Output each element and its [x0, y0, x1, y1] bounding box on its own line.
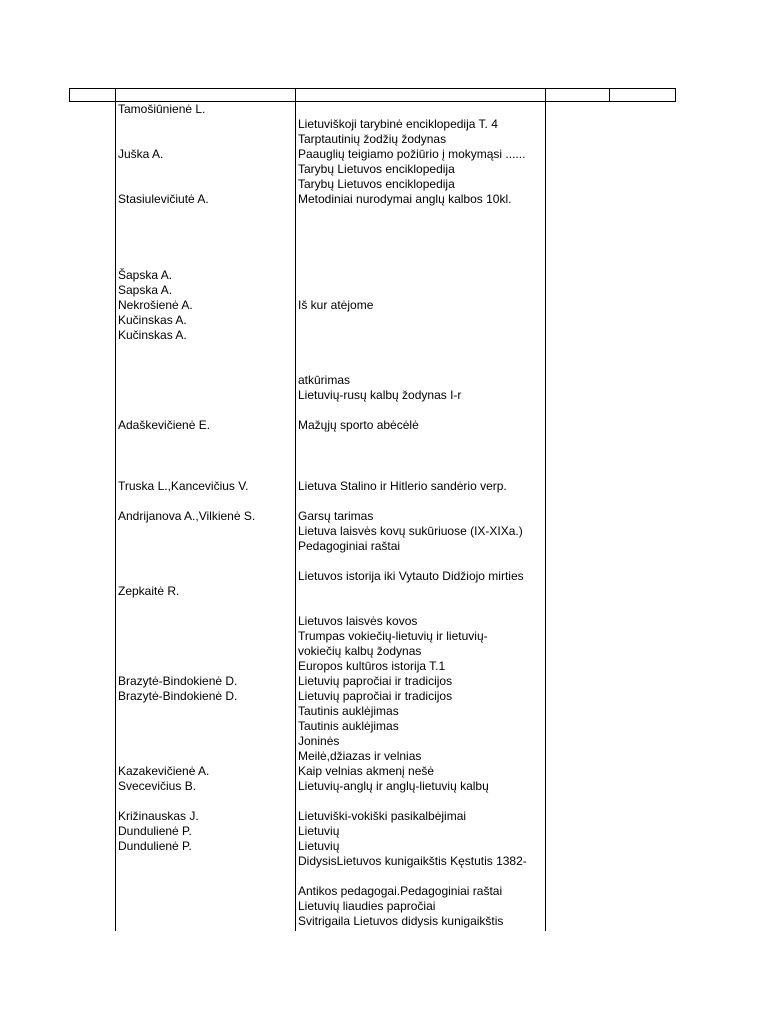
- author-cell: Sapska A.: [118, 283, 173, 297]
- title-cell: Lietuviški-vokiški pasikalbėjimai: [298, 809, 467, 823]
- title-cell: Europos kultūros istorija T.1: [298, 659, 446, 673]
- title-cell: Tautinis auklėjimas: [298, 719, 399, 733]
- author-cell: Kučinskas A.: [118, 313, 187, 327]
- column-border-4: [545, 88, 546, 931]
- title-cell: Tarptautinių žodžių žodynas: [298, 132, 447, 146]
- title-cell: Lietuviškoji tarybinė enciklopedija T. 4: [298, 117, 498, 131]
- title-cell: Lietuva laisvės kovų sukūriuose (IX-XIXa.): [298, 524, 523, 538]
- title-cell: Lietuvos istorija iki Vytauto Didžiojo mirties: [298, 569, 524, 583]
- title-cell: Tautinis auklėjimas: [298, 704, 399, 718]
- title-cell: Mažųjų sporto abėcėlė: [298, 418, 419, 432]
- author-cell: Nekrošienė A.: [118, 298, 193, 312]
- title-cell: Tarybų Lietuvos enciklopedija: [298, 177, 455, 191]
- title-cell: Lietuvių liaudies papročiai: [298, 899, 436, 913]
- title-cell: vokiečių kalbų žodynas: [298, 644, 422, 658]
- title-cell: Kaip velnias akmenį nešė: [298, 764, 435, 778]
- title-cell: Svitrigaila Lietuvos didysis kunigaikštis: [298, 914, 504, 928]
- author-cell: Križinauskas J.: [118, 809, 199, 823]
- author-cell: Dundulienė P.: [118, 839, 192, 853]
- author-cell: Svecevičius B.: [118, 779, 197, 793]
- column-border-3: [295, 88, 296, 931]
- author-cell: Brazytė-Bindokienė D.: [118, 689, 238, 703]
- author-cell: Tamošiūnienė L.: [118, 102, 206, 116]
- author-cell: Kučinskas A.: [118, 328, 187, 342]
- title-cell: Iš kur atėjome: [298, 298, 374, 312]
- title-cell: Pedagoginiai raštai: [298, 539, 401, 553]
- author-cell: Adaškevičienė E.: [118, 418, 211, 432]
- author-cell: Stasiulevičiutė A.: [118, 192, 209, 206]
- title-cell: atkūrimas: [298, 373, 351, 387]
- author-cell: Andrijanova A.,Vilkienė S.: [118, 509, 256, 523]
- author-cell: Kazakevičienė A.: [118, 764, 210, 778]
- title-cell: Lietuvių-rusų kalbų žodynas I-r: [298, 388, 462, 402]
- title-cell: Garsų tarimas: [298, 509, 374, 523]
- title-cell: Lietuvių-anglų ir anglų-lietuvių kalbų: [298, 779, 489, 793]
- author-cell: Šapska A.: [118, 268, 173, 282]
- title-cell: Paauglių teigiamo požiūrio į mokymąsi ......: [298, 147, 526, 161]
- title-cell: Lietuvių: [298, 839, 340, 853]
- title-cell: DidysisLietuvos kunigaikštis Kęstutis 1382-: [298, 854, 527, 868]
- author-cell: Zepkaitė R.: [118, 584, 180, 598]
- title-cell: Lietuva Stalino ir Hitlerio sandėrio verp.: [298, 479, 507, 493]
- title-cell: Lietuvių: [298, 824, 340, 838]
- column-border-2: [115, 88, 116, 931]
- title-cell: Lietuvių papročiai ir tradicijos: [298, 674, 453, 688]
- author-cell: Juška A.: [118, 147, 164, 161]
- title-cell: Lietuvos laisvės kovos: [298, 614, 418, 628]
- title-cell: Lietuvių papročiai ir tradicijos: [298, 689, 453, 703]
- title-cell: Tarybų Lietuvos enciklopedija: [298, 162, 455, 176]
- column-border-6: [675, 88, 676, 102]
- author-cell: Brazytė-Bindokienė D.: [118, 674, 238, 688]
- title-cell: Metodiniai nurodymai anglų kalbos 10kl.: [298, 192, 512, 206]
- title-cell: Trumpas vokiečių-lietuvių ir lietuvių-: [298, 629, 488, 643]
- header-top-rule: [69, 88, 676, 89]
- title-cell: Meilė,džiazas ir velnias: [298, 749, 422, 763]
- author-cell: Truska L.,Kancevičius V.: [118, 479, 249, 493]
- column-border-5: [609, 88, 610, 102]
- title-cell: Antikos pedagogai.Pedagoginiai raštai: [298, 884, 503, 898]
- title-cell: Joninės: [298, 734, 340, 748]
- author-cell: Dundulienė P.: [118, 824, 192, 838]
- column-border-1: [69, 88, 70, 102]
